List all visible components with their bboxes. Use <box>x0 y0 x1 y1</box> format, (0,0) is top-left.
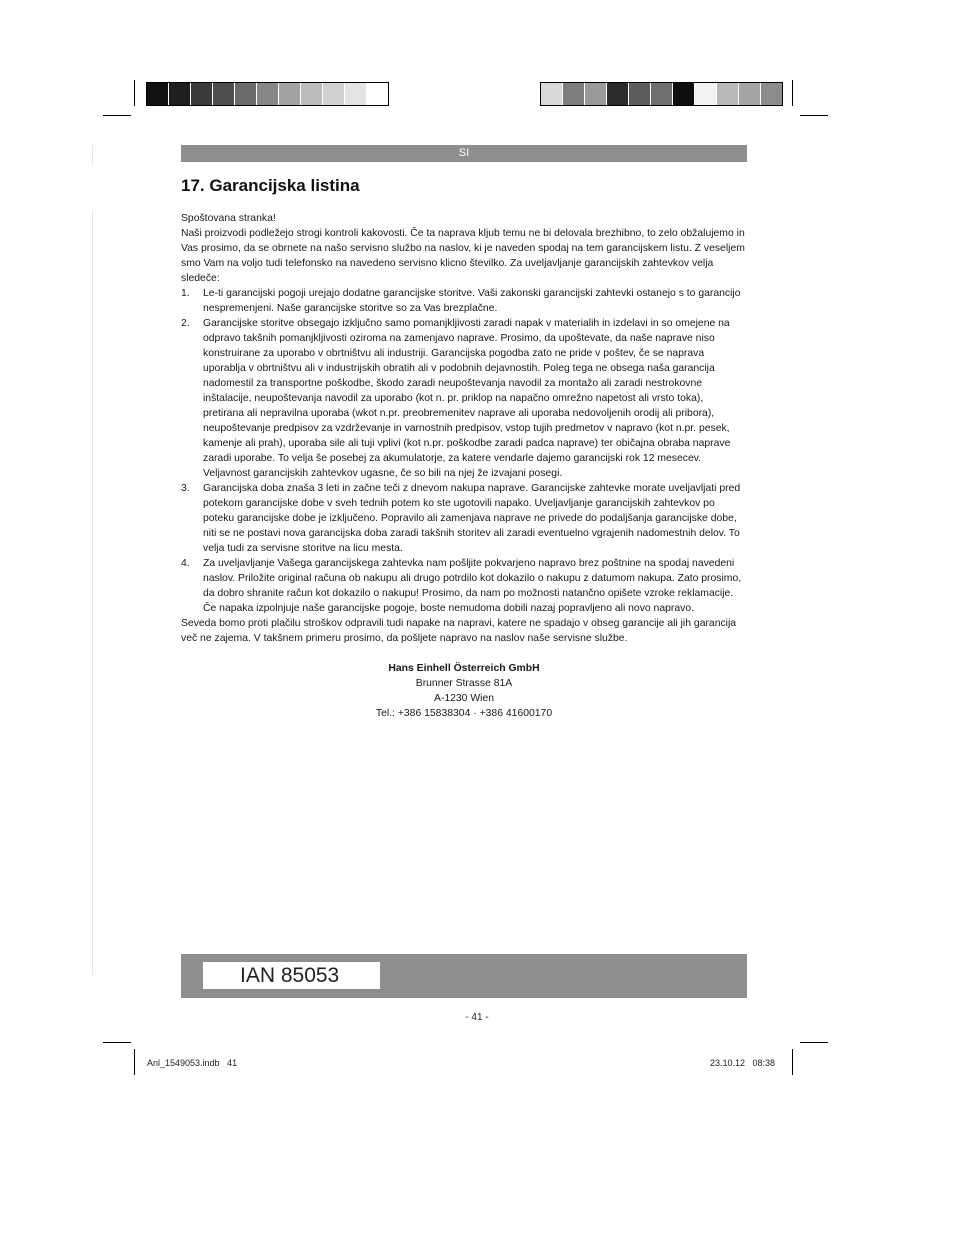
conditions-list <box>181 286 747 616</box>
closing-paragraph: Seveda bomo proti plačilu stroškov odpravili tudi napake na napravi, katere ne spadajo v obseg garancije ali jih garancija več ne zajema. V takšnem primeru prosimo, da pošljete napravo na naslov naše servisne službe. <box>181 618 737 644</box>
color-swatch <box>235 83 257 105</box>
color-swatch <box>169 83 191 105</box>
list-number: 3. <box>181 483 190 494</box>
ian-bar <box>181 954 747 998</box>
crop-mark <box>103 115 131 116</box>
crop-mark <box>134 80 135 106</box>
greeting: Spoštovana stranka! <box>181 213 276 224</box>
list-item-text: Za uveljavljanje Vašega garancijskega zahtevka nam pošljite pokvarjeno napravo brez poštnine na spodaj navedeni naslov. Priložite original računa ob nakupu ali drugo potrdilo kot dokazilo o nakupu z datumom nakupa. Zato prosimo, da dobro shranite račun kot dokazilo o nakupu! Prosimo, da nam po možnosti natančno opišete vzroke reklamacije. Če napaka izpolnjuje naše garancijske pogoje, boste nemudoma dobili nazaj popravljeno ali novo napravo. <box>203 558 742 614</box>
list-item <box>181 286 747 316</box>
list-number: 1. <box>181 288 190 299</box>
crop-mark <box>792 80 793 106</box>
list-item-text: Garancijska doba znaša 3 leti in začne teči z dnevom nakupa naprave. Garancijske zahtevke morate uveljavljati pred potekom garancijske dobe v sveh tednih potem ko ste ugotovili napako. Uveljavljanje garancijskih zahtevkov po poteku garancijske dobe je izključeno. Popravilo ali zamenjava naprave ne privede do podaljšanja garancijske dobe, niti se ne postavi nova garancijska doba zaradi takšnih storitev ali zaradi eventuelno vgrajenih nadomestnih delov. To velja tudi za servisne storitve na licu mesta. <box>203 483 741 554</box>
street: Brunner Strasse 81A <box>415 678 513 689</box>
list-number: 4. <box>181 558 190 569</box>
color-swatch <box>345 83 367 105</box>
warranty-text <box>181 211 747 721</box>
language-tab: SI <box>181 145 747 162</box>
page-number: - 41 - <box>465 1012 489 1023</box>
color-swatch <box>585 83 607 105</box>
color-calibration-bar-right <box>540 82 783 106</box>
crop-mark <box>800 1042 828 1043</box>
color-swatch <box>761 83 782 105</box>
file-info: Anl_1549053.indb 41 <box>147 1058 238 1068</box>
page-title: 17. Garancijska listina <box>181 176 360 195</box>
phone: Tel.: +386 15838304 · +386 41600170 <box>375 708 553 719</box>
crop-mark <box>800 115 828 116</box>
color-swatch <box>323 83 345 105</box>
color-swatch <box>563 83 585 105</box>
color-swatch <box>279 83 301 105</box>
list-item-text: Garancijske storitve obsegajo izključno samo pomanjkljivosti zaradi napak v materialih in izdelavi in so omejene na odpravo takšnih pomanjkljivosti oziroma na zamenjavo naprave. Prosimo, da upoštevate, da naše naprave niso konstruirane za uporabo v obrtništvu ali industriji. Garancijska pogodba zato ne pride v poštev, če se naprava uporablja v obrtništvu ali v industrijskih obratih ali v podobnih dejavnostih. Poleg tega ne obsega naša garancija nadomestil za transportne poškodbe, škodo zaradi neupoštevanja navodil za montažo ali zaradi nestrokovne inštalacije, neupoštevanja navodil za uporabo (kot n. pr. priklop na napačno omrežno napetost ali vrsto toka), pretirana ali nepravilna uporaba (wkot n.pr. preobremenitev naprave ali uporaba nedovoljenih orodij ali pribora), neupoštevanje predpisov za vzdrževanje in varnostnih predpisov, vstop tujih predmetov v napravo (kot n.pr. pesek, kamenje ali prah), uporaba sile ali tuji vplivi (kot n.pr. poškodbe zaradi padca naprave) ter običajna obraba naprave zaradi uporabe. To velja še posebej za akumulatorje, za katere vendarle dajemo garancijski rok 12 mesecev. Veljavnost garancijskih zahtevkov ugasne, če so bili na njej že izvajani posegi. <box>203 318 731 479</box>
color-swatch <box>257 83 279 105</box>
color-swatch <box>673 83 695 105</box>
color-swatch <box>301 83 323 105</box>
print-timestamp: 23.10.12 08:38 <box>710 1058 776 1068</box>
service-address <box>181 661 747 721</box>
color-swatch <box>541 83 563 105</box>
intro-paragraph: Naši proizvodi podležejo strogi kontroli kakovosti. Če ta naprava kljub temu ne bi delovala brezhibno, to zelo obžalujemo in Vas prosimo, da se obrnete na našo servisno službo na naslov, ki je naveden spodaj na tem garancijskem listu. Z veseljem smo Vam na voljo tudi telefonsko na navedeno servisno klicno številko. Za uveljavljanje garancijskih zahtevkov velja sledeče: <box>181 228 745 284</box>
ian-box <box>203 962 380 989</box>
color-swatch <box>367 83 388 105</box>
list-item <box>181 316 747 481</box>
color-swatch <box>739 83 761 105</box>
color-swatch <box>717 83 739 105</box>
list-number: 2. <box>181 318 190 329</box>
company-name: Hans Einhell Österreich GmbH <box>388 663 540 674</box>
color-swatch <box>695 83 717 105</box>
page-edge-line <box>92 145 93 165</box>
crop-mark <box>103 1042 131 1043</box>
crop-mark <box>134 1049 135 1075</box>
color-calibration-bar-left <box>146 82 389 106</box>
color-swatch <box>213 83 235 105</box>
color-swatch <box>629 83 651 105</box>
color-swatch <box>607 83 629 105</box>
list-item-text: Le-ti garancijski pogoji urejajo dodatne garancijske storitve. Vaši zakonski garancijski zahtevki ostanejo s to garancijo nespremenjeni. Naše garancijske storitve so za Vas brezplačne. <box>203 288 741 314</box>
color-swatch <box>147 83 169 105</box>
ian-number: IAN 85053 <box>240 964 340 987</box>
list-item <box>181 481 747 556</box>
color-swatch <box>191 83 213 105</box>
list-item <box>181 556 747 616</box>
color-swatch <box>651 83 673 105</box>
city: A-1230 Wien <box>433 693 495 704</box>
page-edge-line <box>92 210 93 975</box>
crop-mark <box>792 1049 793 1075</box>
